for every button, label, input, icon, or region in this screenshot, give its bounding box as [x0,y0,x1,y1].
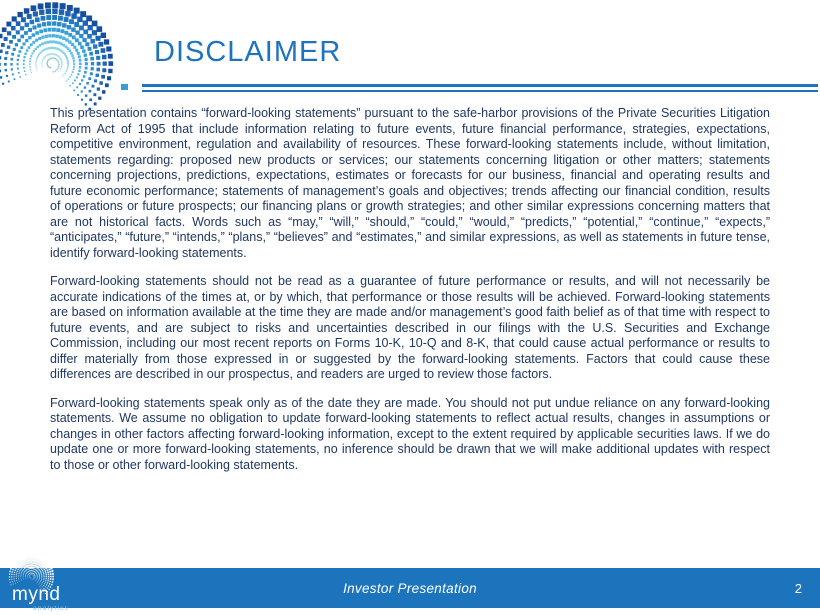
rule-bullet-square [121,84,128,90]
page-number: 2 [794,580,802,596]
disclaimer-paragraph-2: Forward-looking statements should not be read as a guarantee of future performance or results, and will not necessarily be accurate indications of the times at, or by which, that performance or those results will be achieved. Forward-looking statements are based on information available at the time they are made and/or management’s good faith belief as of that time with respect to future events, and are subject to risks and uncertainties described in our filings with the U.S. Securities and Exchange Commission, including our most recent reports on Forms 10-K, 10-Q and 8-K, that could cause actual performance or results to differ materially from those expressed in or suggested by the forward-looking statements. Factors that could cause these differences are described in our prospectus, and readers are urged to review those factors. [50,274,770,381]
mynd-analytics-label: analytics [33,605,70,612]
disclaimer-paragraph-3: Forward-looking statements speak only as of the date they are made. You should not put undue reliance on any forward-looking statements. We assume no obligation to update forward-looking statements to reflect actual results, changes in assumptions or changes in other factors affecting forward-looking information, except to the extent required by applicable securities laws. If we do update one or more forward-looking statements, no inference should be drawn that we will make additional updates with respect to those or other forward-looking statements. [50,395,770,472]
footer-title: Investor Presentation [343,580,477,596]
mynd-fan-logo [0,0,140,102]
disclaimer-paragraph-1: This presentation contains “forward-looking statements” pursuant to the safe-harbor provisions of the Private Securities Litigation Reform Act of 1995 that include information relating to future events, future financial performance, strategies, expectations, competitive environment, regulation and availability of resources. These forward-looking statements include, without limitation, statements regarding: proposed new products or services; our statements concerning litigation or other matters; statements concerning projections, predictions, expectations, estimates or forecasts for our business, financial and operating results and future economic performance; statements of management’s goals and objectives; trends affecting our financial condition, results of operations or future prospects; our financing plans or growth strategies; and other similar expressions concerning matters that are not historical facts. Words such as “may,” “will,” “should,” “could,” “would,” “predicts,” “potential,” “continue,” “expects,” “anticipates,” “future,” “intends,” “plans,” “believes” and “estimates,” and similar expressions, as well as statements in future tense, identify forward-looking statements. [50,106,770,260]
disclaimer-text [50,106,770,486]
title-underline [142,84,818,92]
page-title: DISCLAIMER [154,36,342,68]
mynd-wordmark: mynd [12,584,61,605]
title-underline-bottom [142,90,818,92]
